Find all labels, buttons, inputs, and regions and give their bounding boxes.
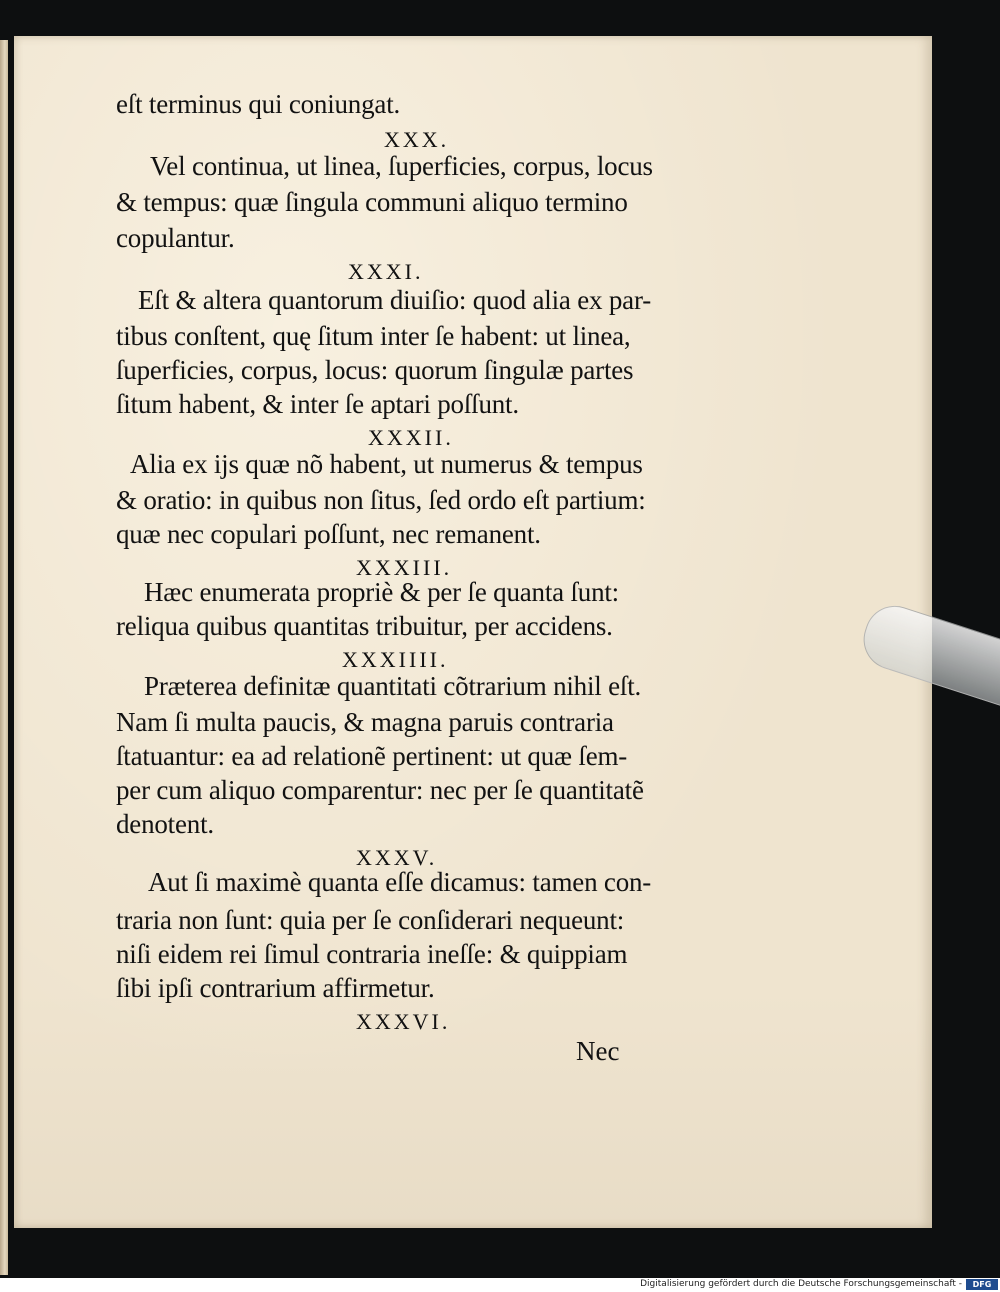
text-line: eſt terminus qui coniungat. bbox=[116, 89, 401, 119]
text-line: Eſt & altera quantorum diuiſio: quod alia ex par- bbox=[138, 285, 652, 315]
section-heading: XXXVI. bbox=[356, 1009, 451, 1034]
text-line: denotent. bbox=[116, 809, 214, 839]
footer-credit: Digitalisierung gefördert durch die Deutsche Forschungsgemeinschaft - bbox=[640, 1279, 962, 1289]
text-line: per cum aliquo comparentur: nec per ſe quantitatẽ bbox=[116, 775, 644, 805]
catchword: Nec bbox=[576, 1036, 620, 1066]
section-heading: XXXIII. bbox=[356, 555, 453, 580]
text-line: reliqua quibus quantitas tribuitur, per accidens. bbox=[116, 611, 613, 641]
text-line: Aut ſi maximè quanta eſſe dicamus: tamen con- bbox=[148, 867, 652, 897]
text-line: Vel continua, ut linea, ſuperficies, corpus, locus bbox=[150, 151, 653, 181]
text-line: tibus conſtent, quę ſitum inter ſe habent: ut linea, bbox=[116, 321, 631, 351]
text-line: & oratio: in quibus non ſitus, ſed ordo eſt partium: bbox=[116, 485, 646, 515]
dfg-logo-icon: DFG bbox=[966, 1279, 998, 1290]
section-heading: XXX. bbox=[384, 127, 450, 152]
text-line: ſitum habent, & inter ſe aptari poſſunt. bbox=[116, 389, 519, 419]
section-heading: XXXI. bbox=[348, 259, 424, 284]
text-line: traria non ſunt: quia per ſe conſiderari nequeunt: bbox=[116, 905, 625, 935]
text-line: niſi eidem rei ſimul contraria ineſſe: & quippiam bbox=[116, 939, 628, 969]
section-heading: XXXII. bbox=[368, 425, 454, 450]
text-line: quæ nec copulari poſſunt, nec remanent. bbox=[116, 519, 541, 549]
section-heading: XXXV. bbox=[356, 845, 438, 870]
text-line: ſibi ipſi contrarium affirmetur. bbox=[116, 973, 435, 1003]
text-line: ſuperficies, corpus, locus: quorum ſingulæ partes bbox=[116, 355, 634, 385]
text-line: Nam ſi multa paucis, & magna paruis contraria bbox=[116, 707, 614, 737]
section-heading: XXXIIII. bbox=[342, 647, 449, 672]
text-line: ſtatuantur: ea ad relationẽ pertinent: ut quæ ſem- bbox=[116, 741, 628, 771]
text-line: copulantur. bbox=[116, 223, 235, 253]
text-line: Alia ex ijs quæ nõ habent, ut numerus & tempus bbox=[130, 449, 643, 479]
text-line: Præterea definitæ quantitati cõtrarium nihil eſt. bbox=[144, 671, 642, 701]
text-line: & tempus: quæ ſingula communi aliquo termino bbox=[116, 187, 628, 217]
text-line: Hæc enumerata propriè & per ſe quanta ſunt: bbox=[144, 577, 619, 607]
